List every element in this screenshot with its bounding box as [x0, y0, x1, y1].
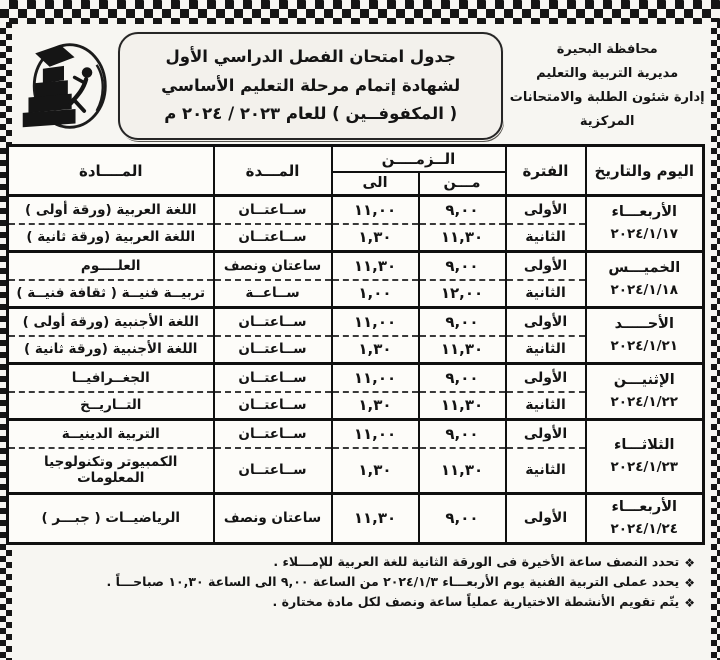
org-line-central: المركزية — [579, 114, 635, 130]
duration-cell: ســاعتــان — [214, 392, 332, 420]
period-cell: الثانية — [506, 392, 586, 420]
period-cell: الأولى — [506, 252, 586, 280]
time-to-cell: ١١,٠٠ — [332, 308, 419, 336]
time-to-cell: ١,٠٠ — [332, 280, 419, 308]
duration-cell: ســاعتــان — [214, 308, 332, 336]
footnote-text: يحدد عملى التربية الفنية يوم الأربعـــاء ٢٠٢٤/١/٣ من الساعة ٩,٠٠ الى الساعة ١٠,٣٠ صباحـــاً . — [106, 573, 680, 589]
diamond-bullet-icon: ❖ — [684, 575, 695, 590]
column-header-time: الــزمــــن — [332, 146, 506, 172]
diamond-bullet-icon: ❖ — [684, 596, 695, 611]
period-cell: الأولى — [506, 420, 586, 448]
subject-cell: الكمبيوتر وتكنولوجيا المعلومات — [8, 448, 214, 494]
time-to-cell: ١١,٣٠ — [332, 494, 419, 544]
education-steps-logo-icon — [16, 38, 112, 134]
time-to-cell: ١,٣٠ — [332, 448, 419, 494]
day-date: ٢٠٢٤/١/٢٢ — [610, 394, 679, 411]
duration-cell: ساعتان ونصف — [214, 252, 332, 280]
duration-cell: ســاعتــان — [214, 364, 332, 392]
duration-cell: ســاعتــان — [214, 336, 332, 364]
subject-cell: الرياضيــات ( جبـــر ) — [8, 494, 214, 544]
footnote-1 — [16, 552, 695, 572]
day-date: ٢٠٢٤/١/٢٣ — [610, 459, 679, 476]
day-name: الأحـــــد — [614, 316, 674, 333]
column-header-subject: المــــادة — [8, 146, 214, 196]
duration-cell: ســاعتــان — [214, 196, 332, 224]
duration-cell: ســاعتــان — [214, 448, 332, 494]
time-to-cell: ١١,٠٠ — [332, 196, 419, 224]
exam-schedule-table — [6, 144, 705, 545]
time-from-cell: ١١,٣٠ — [419, 392, 506, 420]
subject-cell: الجغــرافيــا — [8, 364, 214, 392]
column-header-day-date: اليوم والتاريخ — [586, 146, 704, 196]
day-date: ٢٠٢٤/١/١٨ — [610, 282, 679, 299]
subject-cell: تربيــة فنيــة ( ثقافة فنيــة ) — [8, 280, 214, 308]
exam-title-box — [118, 32, 503, 141]
org-line-directorate: مديرية التربية والتعليم — [536, 65, 679, 81]
scanned-exam-schedule-page — [12, 24, 711, 660]
footnote-3 — [16, 592, 695, 612]
time-to-cell: ١,٣٠ — [332, 336, 419, 364]
time-from-cell: ٩,٠٠ — [419, 494, 506, 544]
period-cell: الثانية — [506, 224, 586, 252]
day-name: الثلاثـــاء — [613, 437, 675, 454]
day-date: ٢٠٢٤/١/١٧ — [610, 226, 679, 243]
time-to-cell: ١,٣٠ — [332, 224, 419, 252]
title-line-2: لشهادة إتمام مرحلة التعليم الأساسي — [161, 75, 461, 95]
time-from-cell: ١١,٣٠ — [419, 224, 506, 252]
time-from-cell: ٩,٠٠ — [419, 364, 506, 392]
period-cell: الأولى — [506, 308, 586, 336]
day-date-cell — [586, 420, 704, 494]
decorative-zigzag-border-top — [0, 0, 720, 24]
column-header-time-to: الى — [332, 172, 419, 196]
subject-cell: العلــــوم — [8, 252, 214, 280]
day-date-cell — [586, 252, 704, 308]
decorative-zigzag-border-right — [711, 22, 720, 660]
period-cell: الثانية — [506, 280, 586, 308]
day-date-cell — [586, 308, 704, 364]
column-header-time-from: مـــن — [419, 172, 506, 196]
duration-cell: ســاعــة — [214, 280, 332, 308]
page-header — [16, 28, 705, 144]
subject-cell: اللغة الأجنبية (ورقة أولى ) — [8, 308, 214, 336]
period-cell: الأولى — [506, 196, 586, 224]
time-from-cell: ٩,٠٠ — [419, 420, 506, 448]
duration-cell: ساعتان ونصف — [214, 494, 332, 544]
footnote-text: تحدد النصف ساعة الأخيرة فى الورقة الثانية للغة العربية للإمـــلاء . — [273, 553, 680, 569]
time-to-cell: ١,٣٠ — [332, 392, 419, 420]
day-name: الأربعـــاء — [611, 204, 677, 221]
organization-block — [509, 38, 705, 134]
day-date-cell — [586, 494, 704, 544]
day-date-cell — [586, 364, 704, 420]
day-name: الإثنيـــن — [613, 372, 675, 389]
day-date: ٢٠٢٤/١/٢٤ — [610, 521, 679, 538]
period-cell: الثانية — [506, 336, 586, 364]
subject-cell: التــاريــخ — [8, 392, 214, 420]
time-from-cell: ٩,٠٠ — [419, 308, 506, 336]
org-line-administration: إدارة شئون الطلبة والامتحانات — [509, 90, 705, 105]
time-to-cell: ١١,٠٠ — [332, 420, 419, 448]
time-from-cell: ٩,٠٠ — [419, 196, 506, 224]
time-from-cell: ٩,٠٠ — [419, 252, 506, 280]
period-cell: الأولى — [506, 364, 586, 392]
footnote-text: يتّم تقويم الأنشطة الاختيارية عملياً ساعة ونصف لكل مادة مختارة . — [272, 594, 680, 610]
subject-cell: اللغة العربية (ورقة أولى ) — [8, 196, 214, 224]
subject-cell: اللغة الأجنبية (ورقة ثانية ) — [8, 336, 214, 364]
org-line-governorate: محافظة البحيرة — [556, 41, 658, 57]
footnotes — [16, 545, 705, 613]
time-from-cell: ١١,٣٠ — [419, 448, 506, 494]
day-name: الأربعـــاء — [611, 499, 677, 515]
day-date: ٢٠٢٤/١/٢١ — [610, 338, 679, 355]
period-cell: الأولى — [506, 494, 586, 544]
time-to-cell: ١١,٣٠ — [332, 252, 419, 280]
time-from-cell: ١١,٣٠ — [419, 336, 506, 364]
time-to-cell: ١١,٠٠ — [332, 364, 419, 392]
day-name: الخميـــس — [608, 260, 681, 277]
footnote-2 — [16, 572, 695, 592]
column-header-duration: المـــدة — [214, 146, 332, 196]
period-cell: الثانية — [506, 448, 586, 494]
day-date-cell — [586, 196, 704, 252]
title-line-1: جدول امتحان الفصل الدراسي الأول — [165, 46, 456, 66]
title-line-3: ( المكفوفــين ) للعام ٢٠٢٣ / ٢٠٢٤ م — [164, 104, 458, 124]
logo-container — [16, 38, 112, 134]
subject-cell: التربية الدينيــة — [8, 420, 214, 448]
duration-cell: ســاعتــان — [214, 224, 332, 252]
time-from-cell: ١٢,٠٠ — [419, 280, 506, 308]
diamond-bullet-icon: ❖ — [684, 555, 695, 570]
duration-cell: ســاعتــان — [214, 420, 332, 448]
column-header-period: الفترة — [506, 146, 586, 196]
subject-cell: اللغة العربية (ورقة ثانية ) — [8, 224, 214, 252]
